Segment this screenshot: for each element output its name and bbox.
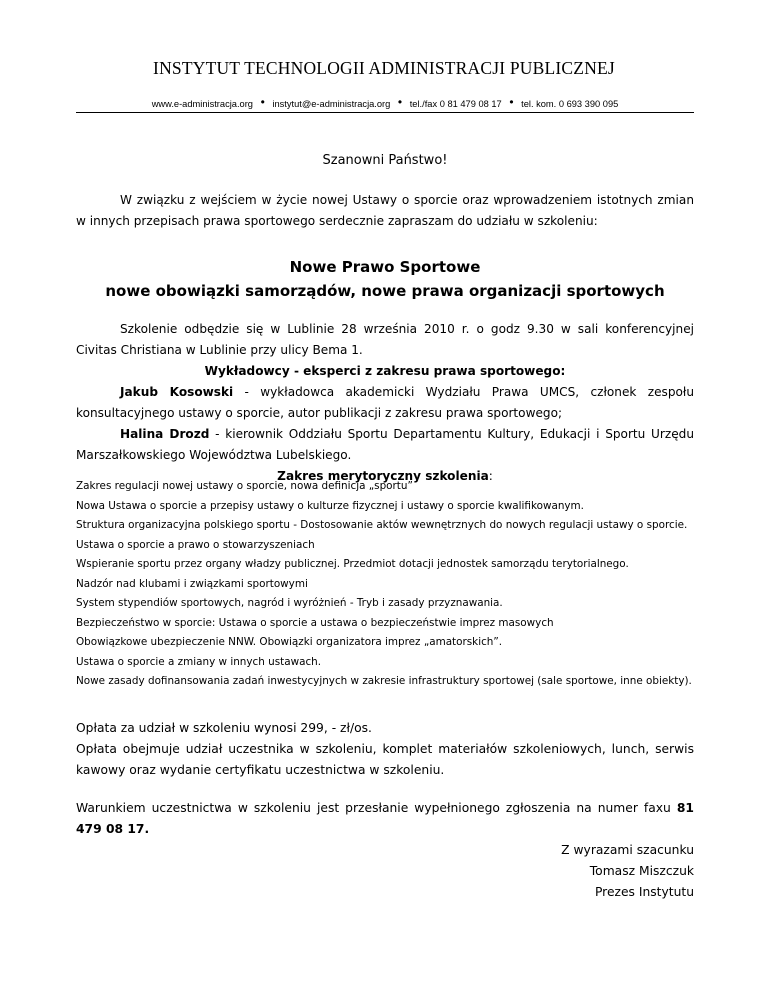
lecturers-heading: Wykładowcy - eksperci z zakresu prawa sportowego:	[204, 364, 566, 378]
bullet-separator: •	[509, 95, 514, 109]
topic-item: Struktura organizacyjna polskiego sportu - Dostosowanie aktów wewnętrznych do nowych regulacji ustawy o sporcie. Ustawa o sporcie a prawo o stowarzyszeniach	[76, 519, 688, 551]
signer-name: Tomasz Miszczuk	[589, 864, 694, 878]
bullet-separator: •	[397, 95, 403, 109]
topic-item: Bezpieczeństwo w sporcie: Ustawa o sporcie a ustawa o bezpieczeństwie imprez masowych	[76, 616, 554, 629]
signer-title: Prezes Instytutu	[594, 885, 694, 899]
lecturer-1	[76, 382, 694, 424]
training-title: Nowe Prawo Sportowe	[289, 258, 481, 276]
fee-amount: Opłata za udział w szkoleniu wynosi 299, - zł/os.	[76, 721, 372, 735]
contact-line	[76, 96, 694, 110]
topic-item: Wspieranie sportu przez organy władzy publicznej. Przedmiot dotacji jednostek samorządu terytorialnego.	[76, 558, 629, 570]
phone-fax: tel./fax 0 81 479 08 17	[409, 99, 502, 109]
closing: Z wyrazami szacunku	[561, 843, 694, 857]
lecturer-1-desc: - wykładowca akademicki Wydziału Prawa UMCS, członek zespołu konsultacyjnego ustawy o sporcie, autor publikacji z zakresu prawa sportowego;	[76, 385, 694, 420]
training-info	[76, 319, 694, 487]
institute-name: INSTYTUT TECHNOLOGII ADMINISTRACJI PUBLICZNEJ	[153, 58, 615, 78]
event-info: Szkolenie odbędzie się w Lublinie 28 września 2010 r. o godz 9.30 w sali konferencyjnej Civitas Christiana w Lublinie przy ulicy Bema 1.	[76, 322, 694, 357]
condition-text: Warunkiem uczestnictwa w szkoleniu jest przesłanie wypełnionego zgłoszenia na numer faxu	[76, 801, 671, 815]
topic-item: Nadzór nad klubami i związkami sportowymi	[76, 577, 308, 590]
topic-list	[76, 477, 694, 692]
greeting: Szanowni Państwo!	[322, 153, 448, 168]
lecturer-2-name: Halina Drozd	[120, 427, 210, 441]
topic-item: Ustawa o sporcie a zmiany w innych ustawach.	[76, 655, 322, 668]
bullet-separator: •	[260, 95, 265, 109]
topic-item: Zakres regulacji nowej ustawy o sporcie, nowa definicja „sportu”	[76, 480, 413, 492]
fax-number: 81 479 08 17.	[76, 801, 694, 836]
website-link[interactable]: www.e-administracja.org	[151, 99, 253, 109]
fee-section	[76, 718, 694, 781]
lecturer-2	[76, 424, 694, 466]
scope-heading: Zakres merytoryczny szkolenia:	[277, 469, 493, 483]
topic-item: System stypendiów sportowych, nagród i wyróżnień - Tryb i zasady przyznawania.	[76, 597, 503, 609]
training-subtitle: nowe obowiązki samorządów, nowe prawa organizacji sportowych	[105, 282, 665, 300]
mobile-phone: tel. kom. 0 693 390 095	[521, 99, 619, 109]
lecturer-1-name: Jakub Kosowski	[120, 385, 234, 399]
signature-block	[420, 840, 694, 903]
participation-condition	[76, 798, 694, 840]
topic-item: Obowiązkowe ubezpieczenie NNW. Obowiązki organizatora imprez „amatorskich”.	[76, 636, 503, 648]
topic-item: Nowa Ustawa o sporcie a przepisy ustawy o kulturze fizycznej i ustawy o sporcie kwalifikowanym.	[76, 499, 584, 512]
lecturer-2-desc: - kierownik Oddziału Sportu Departamentu Kultury, Edukacji i Sportu Urzędu Marszałkowskiego Województwa Lubelskiego.	[76, 427, 694, 462]
email-link[interactable]: instytut@e-administracja.org	[272, 99, 391, 109]
topic-item: Nowe zasady dofinansowania zadań inwestycyjnych w zakresie infrastruktury sportowej (sale sportowe, inne obiekty).	[76, 675, 692, 687]
fee-includes: Opłata obejmuje udział uczestnika w szkoleniu, komplet materiałów szkoleniowych, lunch, serwis kawowy oraz wydanie certyfikatu uczestnictwa w szkoleniu.	[76, 742, 694, 777]
header-divider	[76, 112, 694, 113]
intro-paragraph: W związku z wejściem w życie nowej Ustawy o sporcie oraz wprowadzeniem istotnych zmian w innych przepisach prawa sportowego serdecznie zapraszam do udziału w szkoleniu:	[76, 193, 694, 228]
